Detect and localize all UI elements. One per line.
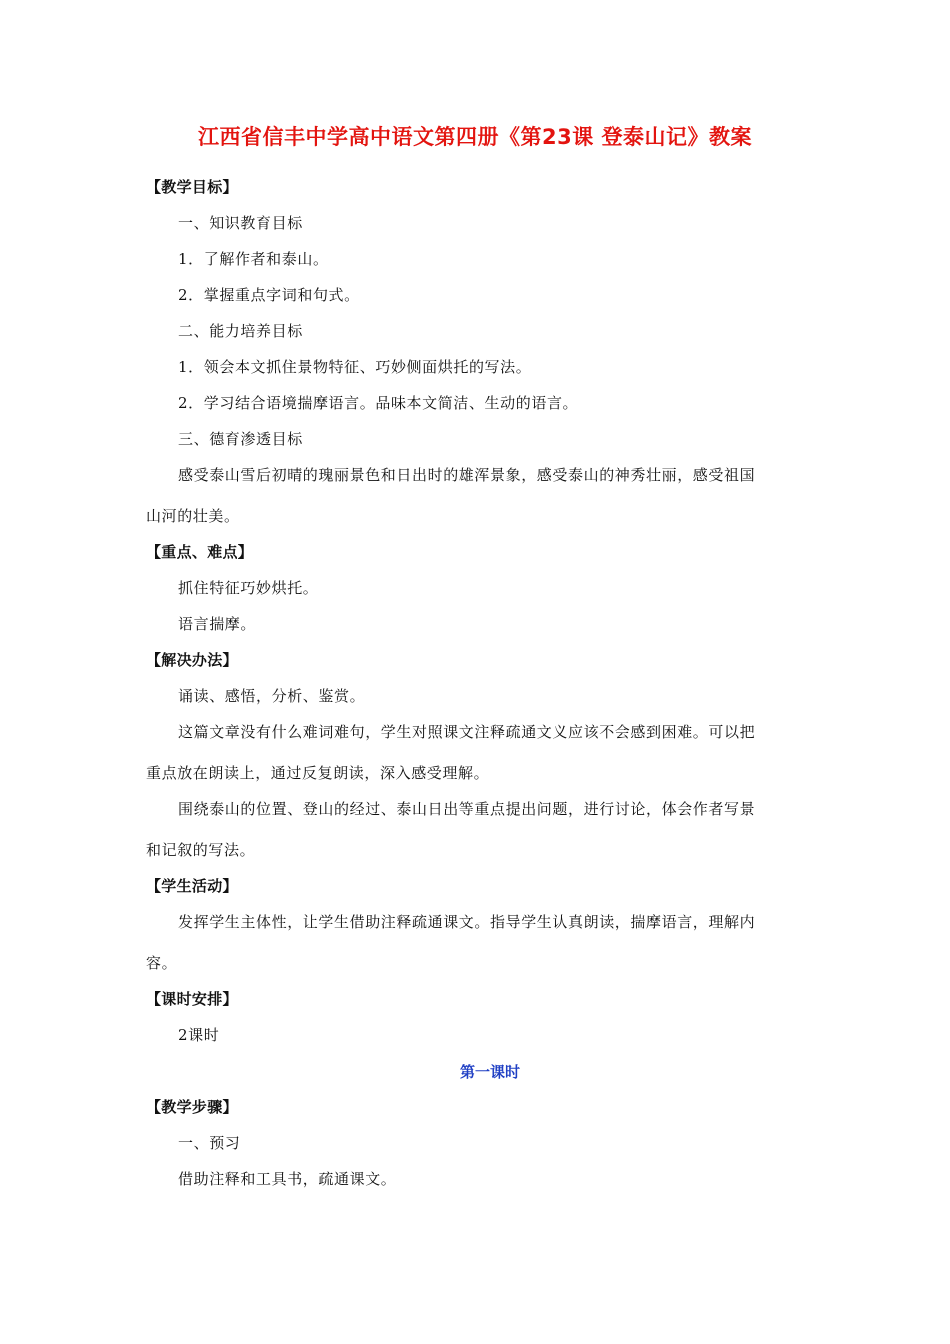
section-heading-schedule: 【课时安排】 bbox=[146, 990, 238, 1008]
key-point-item-1: 抓住特征巧妙烘托。 bbox=[178, 579, 319, 597]
goal-moral-paragraph-line-2: 山河的壮美。 bbox=[146, 507, 240, 525]
document-title: 江西省信丰中学高中语文第四册《第23课 登泰山记》教案 bbox=[197, 125, 753, 149]
goal-knowledge-item-1: 1．了解作者和泰山。 bbox=[178, 250, 329, 268]
goal-ability-heading: 二、能力培养目标 bbox=[178, 322, 303, 340]
goal-moral-paragraph-line-1: 感受泰山雪后初晴的瑰丽景色和日出时的雄浑景象，感受泰山的神秀壮丽，感受祖国 bbox=[178, 466, 756, 484]
activities-paragraph-line-2: 容。 bbox=[146, 954, 178, 972]
key-point-item-2: 语言揣摩。 bbox=[178, 615, 257, 633]
method-paragraph-1-line-1: 这篇文章没有什么难词难句，学生对照课文注释疏通文义应该不会感到困难。可以把 bbox=[178, 723, 756, 741]
method-paragraph-1-line-2: 重点放在朗读上，通过反复朗读，深入感受理解。 bbox=[146, 764, 490, 782]
step-1-detail: 借助注释和工具书，疏通课文。 bbox=[178, 1170, 397, 1188]
step-1-heading: 一、预习 bbox=[178, 1134, 241, 1152]
goal-knowledge-item-2: 2．掌握重点字词和句式。 bbox=[178, 286, 360, 304]
method-paragraph-2-line-1: 围绕泰山的位置、登山的经过、泰山日出等重点提出问题，进行讨论，体会作者写景 bbox=[178, 800, 756, 818]
schedule-value: 2课时 bbox=[178, 1026, 220, 1044]
section-heading-key-points: 【重点、难点】 bbox=[146, 543, 254, 561]
session-title: 第一课时 bbox=[459, 1063, 520, 1081]
method-item-1: 诵读、感悟，分析、鉴赏。 bbox=[178, 687, 366, 705]
section-heading-goals: 【教学目标】 bbox=[146, 178, 238, 196]
section-heading-steps: 【教学步骤】 bbox=[146, 1098, 238, 1116]
goal-ability-item-1: 1．领会本文抓住景物特征、巧妙侧面烘托的写法。 bbox=[178, 358, 532, 376]
method-paragraph-2-line-2: 和记叙的写法。 bbox=[146, 841, 256, 859]
activities-paragraph-line-1: 发挥学生主体性，让学生借助注释疏通课文。指导学生认真朗读，揣摩语言，理解内 bbox=[178, 913, 756, 931]
section-heading-methods: 【解决办法】 bbox=[146, 651, 238, 669]
goal-moral-heading: 三、德育渗透目标 bbox=[178, 430, 303, 448]
section-heading-activities: 【学生活动】 bbox=[146, 877, 238, 895]
goal-ability-item-2: 2．学习结合语境揣摩语言。品味本文简洁、生动的语言。 bbox=[178, 394, 579, 412]
goal-knowledge-heading: 一、知识教育目标 bbox=[178, 214, 303, 232]
